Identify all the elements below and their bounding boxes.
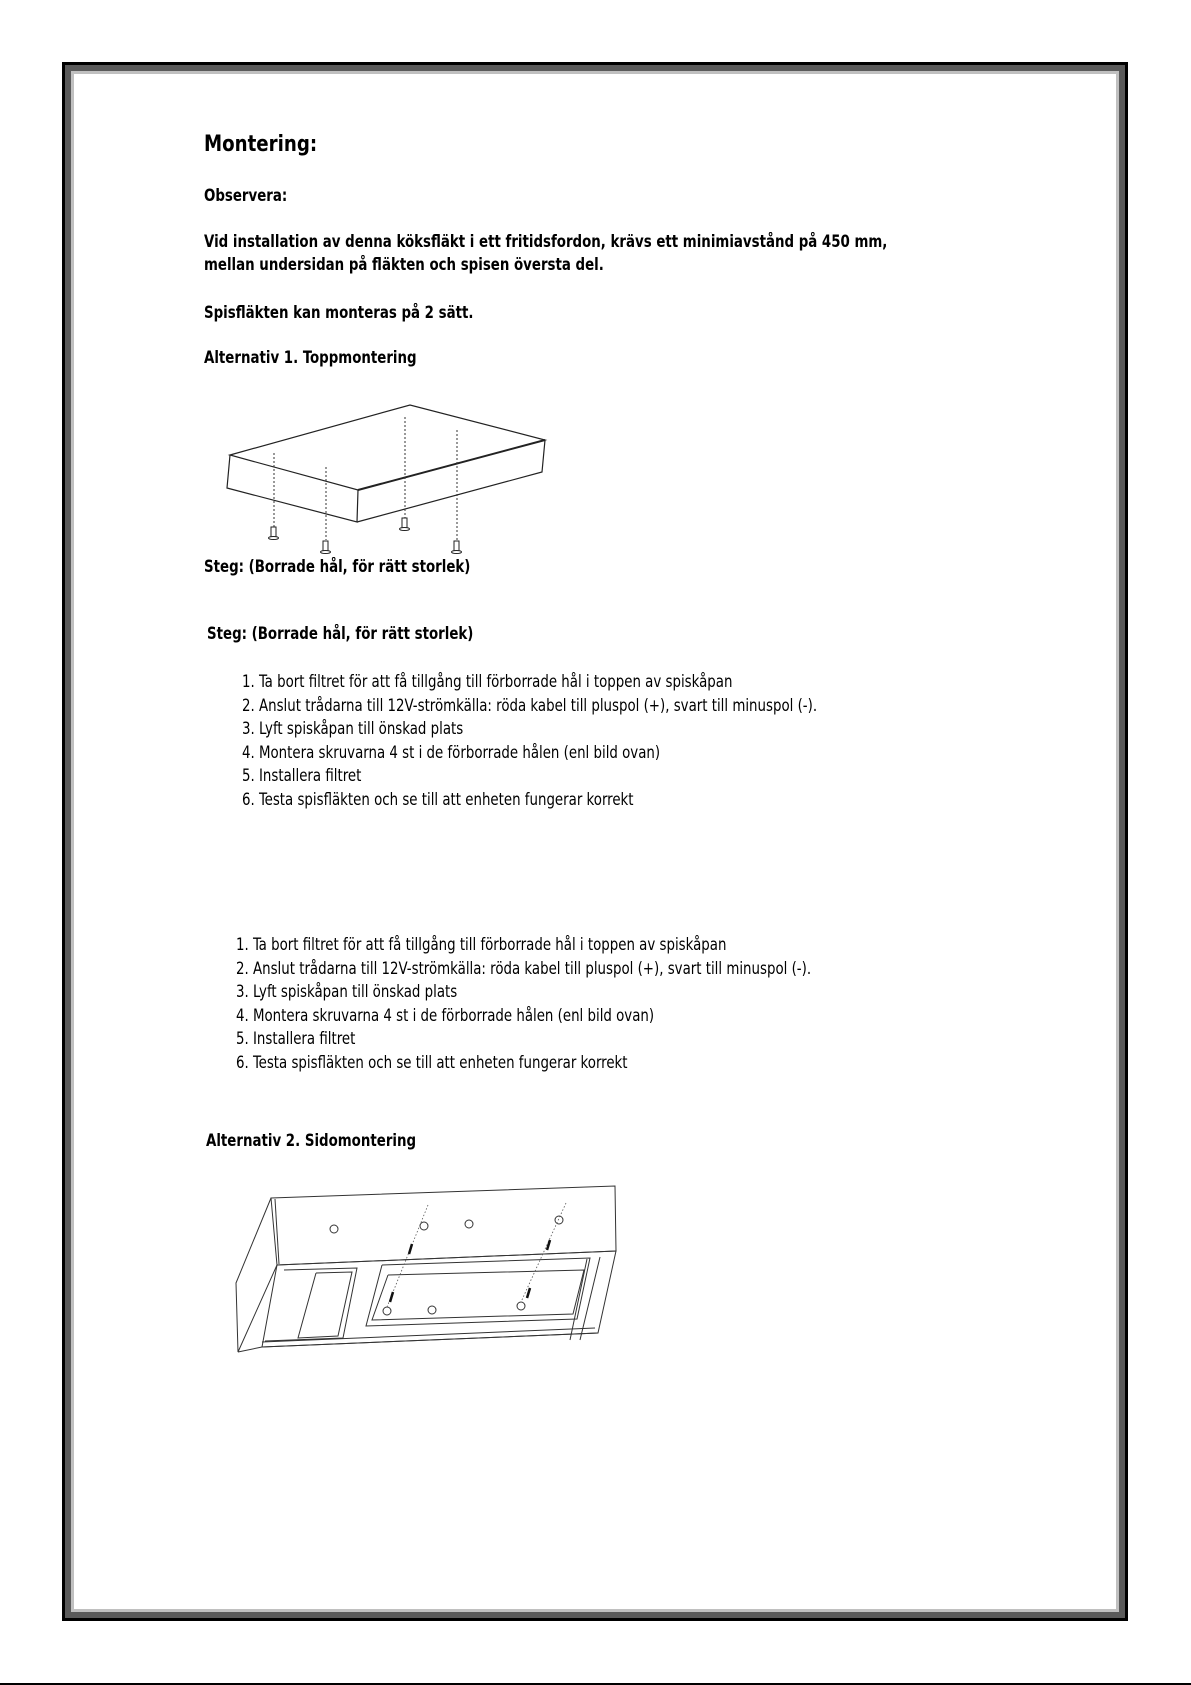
note-text-line-1: Vid installation av denna köksfläkt i ett fritidsfordon, krävs ett minimiavstånd på 450 mm, — [204, 232, 888, 251]
step-item: 2. Anslut trådarna till 12V-strömkälla: röda kabel till pluspol (+), svart till minuspol (-). — [242, 695, 818, 715]
step-item: 6. Testa spisfläkten och se till att enheten fungerar korrekt — [242, 789, 634, 809]
step-item: 5. Installera filtret — [242, 766, 362, 785]
step-item: 5. Installera filtret — [236, 1029, 356, 1048]
page-title: Montering: — [204, 132, 318, 157]
steps-heading: Steg: (Borrade hål, för rätt storlek) — [207, 624, 474, 643]
step-item: 3. Lyft spiskåpan till önskad plats — [242, 719, 464, 738]
step-item: 6. Testa spisfläkten och se till att enheten fungerar korrekt — [236, 1052, 628, 1072]
note-label: Observera: — [204, 186, 288, 205]
figure-1-caption: Steg: (Borrade hål, för rätt storlek) — [204, 557, 471, 576]
alternative-1-heading: Alternativ 1. Toppmontering — [204, 348, 417, 367]
mount-options-text: Spisfläkten kan monteras på 2 sätt. — [204, 303, 474, 322]
note-text-line-2: mellan undersidan på fläkten och spisen översta del. — [204, 255, 604, 274]
alternative-2-heading: Alternativ 2. Sidomontering — [206, 1131, 417, 1150]
step-item: 2. Anslut trådarna till 12V-strömkälla: röda kabel till pluspol (+), svart till minuspol (-). — [236, 958, 812, 978]
step-item: 3. Lyft spiskåpan till önskad plats — [236, 982, 458, 1001]
step-item: 1. Ta bort filtret för att få tillgång till förborrade hål i toppen av spiskåpan — [236, 935, 727, 954]
step-item: 4. Montera skruvarna 4 st i de förborrade hålen (enl bild ovan) — [236, 1005, 655, 1025]
step-item: 4. Montera skruvarna 4 st i de förborrade hålen (enl bild ovan) — [242, 742, 661, 762]
step-item: 1. Ta bort filtret för att få tillgång till förborrade hål i toppen av spiskåpan — [242, 672, 733, 691]
